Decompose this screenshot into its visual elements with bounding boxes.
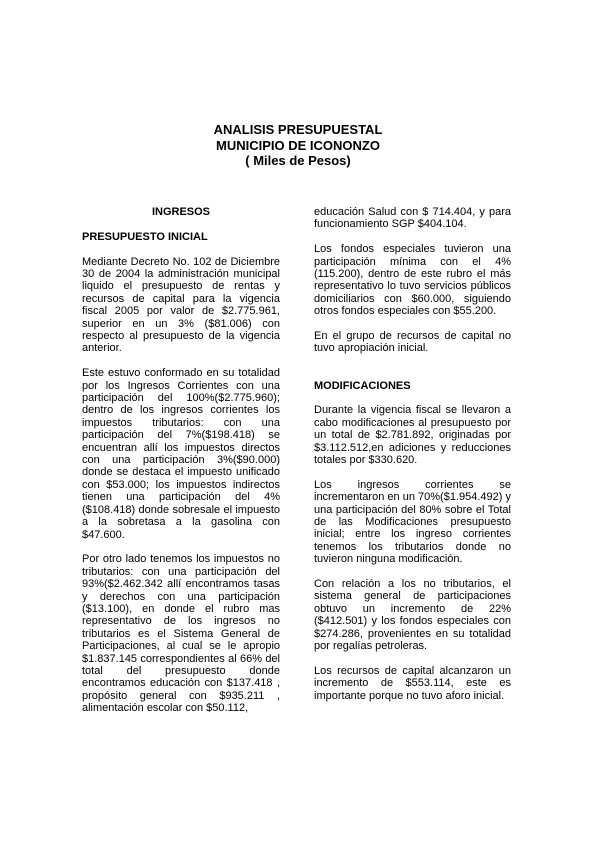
paragraph-ingresos-corrientes: Este estuvo conformado en su totalidad por los Ingresos Corrientes con una participación del 100%($2.775.960); dentro de los ingresos corrientes los impuestos tributarios: con una participación del 7%($198.418) se encuentran allí los impuestos directos con una participación 3%($90.000) donde se destaca el impuesto unificado con $53.000; los impuestos indirectos tienen una participación del 4%($108.418) donde sobresale el impuesto a la sobretasa a la gasolina con $47.600. — [82, 367, 280, 541]
heading-ingresos: INGRESOS — [151, 206, 211, 218]
paragraph-no-tributarios: Por otro lado tenemos los impuestos no tributarios: con una participación del 93%($2.462.342 allí encontramos tasas y derechos con una participación ($13.100), en donde el rubro mas representativo de los ingresos no tributarios es el Sistema General de Participaciones, al cual se le apropio $1.837.145 correspondientes al 66% del total del presupuesto donde encontramos educación con $137.418 , propósito general con $935.211 , alimentación escolar con $50.112, — [82, 553, 280, 715]
paragraph-recursos-capital-mod: Los recursos de capital alcanzaron un incremento de $553.114, este es importante porque no tuvo aforo inicial. — [314, 664, 511, 702]
paragraph-modificaciones-total: Durante la vigencia fiscal se llevaron a cabo modificaciones al presupuesto por un total de $2.781.892, originadas por $3.112.512,en adiciones y reducciones totales por $330.620. — [314, 404, 511, 467]
right-column — [314, 206, 511, 715]
paragraph-educacion-salud: educación Salud con $ 714.404, y para funcionamiento SGP $404.104. — [314, 206, 511, 231]
paragraph-fondos-especiales: Los fondos especiales tuvieron una participación mínima con el 4% (115.200), dentro de este rubro el más representativo lo tuvo servicios públicos domiciliarios con $60.000, siguiendo otros fondos especiales con $55.200. — [314, 243, 511, 318]
heading-presupuesto-inicial: PRESUPUESTO INICIAL — [82, 230, 208, 243]
document-title — [0, 122, 596, 169]
heading-modificaciones: MODIFICACIONES — [314, 379, 411, 392]
spacer — [314, 367, 511, 379]
paragraph-no-tributarios-mod: Con relación a los no tributarios, el sistema general de participaciones obtuvo un incremento de 22%($412.501) y los fondos especiales con $274.286, provenientes en su totalidad por regalías petroleras. — [314, 578, 511, 653]
paragraph-ingresos-corrientes-mod: Los ingresos corrientes se incrementaron en un 70%($1.954.492) y una participación del 80% sobre el Total de las Modificaciones presupuesto inicial; entre los ingreso corrientes tenemos los tributarios donde no tuvieron ninguna modificación. — [314, 478, 511, 566]
title-line-2: MUNICIPIO DE ICONONZO — [216, 137, 380, 153]
title-line-3: ( Miles de Pesos) — [245, 153, 351, 168]
paragraph-recursos-capital: En el grupo de recursos de capital no tuvo apropiación inicial. — [314, 330, 511, 355]
title-line-1: ANALISIS PRESUPUESTAL — [213, 122, 383, 137]
paragraph-decreto: Mediante Decreto No. 102 de Diciembre 30 de 2004 la administración municipal liquido el presupuesto de rentas y recursos de capital para la vigencia fiscal 2005 por valor de $2.775.961, superior en un 3% ($81.006) con respecto al presupuesto de la vigencia anterior. — [82, 255, 280, 355]
left-column — [82, 206, 280, 727]
